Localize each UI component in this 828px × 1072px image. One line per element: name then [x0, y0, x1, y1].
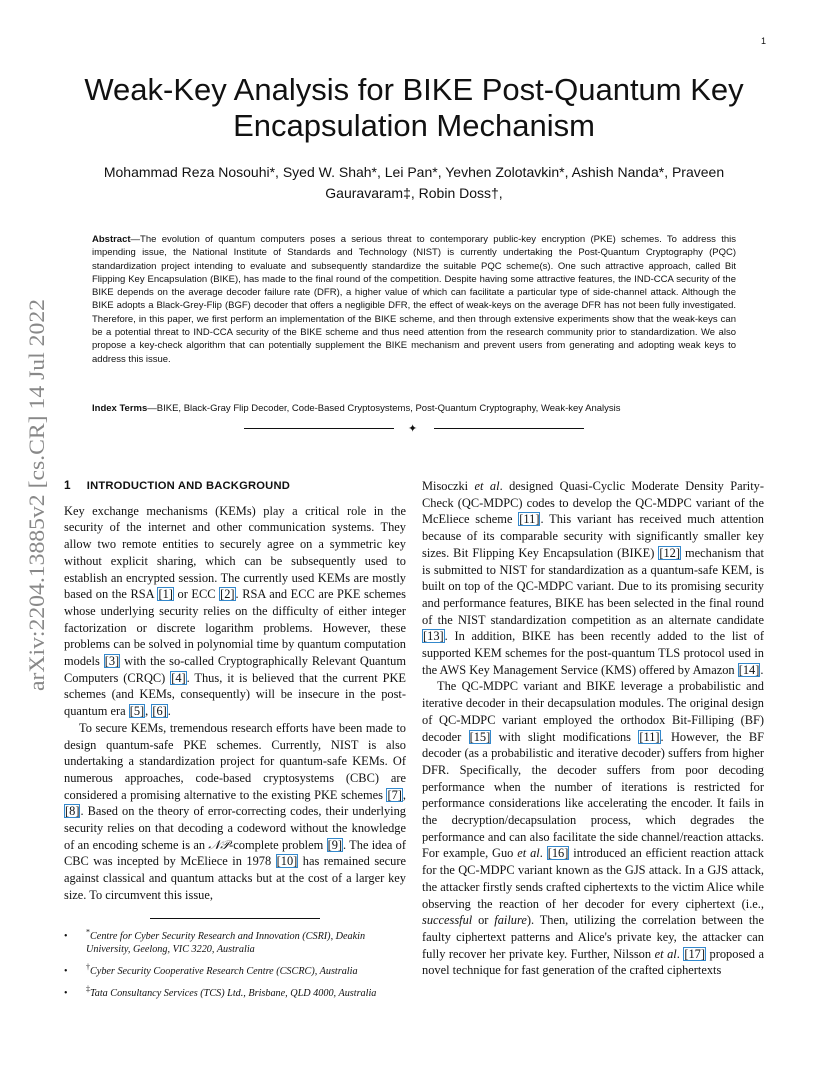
page-number: 1	[760, 36, 766, 46]
bullet-icon: •	[64, 966, 68, 977]
np-symbol: 𝒩𝒫	[208, 837, 230, 852]
citation-link[interactable]: [8]	[65, 804, 80, 819]
citation-link[interactable]: [6]	[152, 704, 167, 719]
abstract-label: Abstract	[92, 234, 131, 245]
citation-link[interactable]: [3]	[104, 654, 120, 669]
section-number: 1	[64, 478, 71, 492]
index-terms	[92, 402, 736, 415]
citation-link[interactable]: [7]	[387, 787, 402, 802]
section-heading	[64, 477, 406, 495]
citation-link[interactable]: [12]	[659, 545, 680, 560]
author-line-1: Mohammad Reza Nosouhi*, Syed W. Shah*, Lei Pan*, Yevhen Zolotavkin*, Ashish Nanda*, Praveen	[103, 164, 725, 180]
citation-link[interactable]: [1]	[158, 587, 173, 602]
citation-link[interactable]: [11]	[519, 512, 540, 527]
author-list	[60, 162, 768, 204]
intro-paragraph-3: Misoczki et al. designed Quasi-Cyclic Moderate Density Parity-Check (QC-MDPC) codes to develop the QC-MDPC variant of the McEliece scheme [11]. This variant has received much attention because of its comparable security with significantly smaller key sizes. Bit Flipping Key Encapsulation (BIKE) [12] mechanism that is submitted to NIST for standardization as a quantum-safe KEM, is built on top of the QC-MDPC variant. Due to its promising security and performance features, BIKE has been selected in the final round of the NIST standardization competition as an alternate candidate [13]. In addition, BIKE has been recently added to the list of supported KEM schemes for the post-quantum TLS protocol used in the AWS Key Management Service (KMS) offered by Amazon [14].	[422, 479, 765, 677]
citation-link[interactable]: [11]	[639, 729, 660, 744]
bullet-icon: •	[64, 988, 68, 999]
citation-link[interactable]: [5]	[129, 704, 145, 719]
left-column	[64, 477, 406, 904]
bullet-icon: •	[64, 931, 68, 942]
citation-link[interactable]: [9]	[327, 837, 343, 852]
footnote-item: • *Centre for Cyber Security Research and Innovation (CSRI), Deakin University, Geelong, VIC 3220, Australia	[64, 927, 366, 955]
citation-link[interactable]: [10]	[276, 854, 298, 869]
intro-paragraph-1: Key exchange mechanisms (KEMs) play a critical role in the security of the internet and other communication systems. They allow two remote entities to securely agree on a symmetric key without explicit sharing, which can be subsequently used to establish an encrypted session. The currently used KEMs are mostly based on the RSA [1] or ECC [2]. RSA and ECC are PKE schemes whose underlying security relies on the difficulty of either integer factorization or discrete logarithm problems. However, these problems can be solved in polynomial time by quantum computation models [3] with the so-called Cryptographically Relevant Quantum Computers (CRQC) [4]. Thus, it is believed that the current PKE schemes (and KEMs, consequently) will be insecure in the post-quantum era [5], [6].	[64, 503, 407, 719]
abstract-text: —The evolution of quantum computers poses a serious threat to contemporary public-key encryption (PKE) schemes. To address this impending issue, the National Institute of Standards and Technology (NIST) is currently undertaking the Post-Quantum Cryptography (PQC) standardization project intending to evaluate and subsequently standardize the suitable PQC scheme(s). One such attractive approach, called Bit Flipping Key Encapsulation (BIKE), has made to the final round of the competition. Despite having some attractive features, the IND-CCA security of the BIKE depends on the average decoder failure rate (DFR), a higher value of which can facilitate a particular type of side-channel attack. Although the BIKE adopts a Black-Grey-Flip (BGF) decoder that offers a negligible DFR, the effect of weak-keys on the average DFR has not been fully investigated. Therefore, in this paper, we first perform an implementation of the BIKE scheme, and then through extensive experiments show that the weak-keys can be a potential threat to IND-CCA security of the BIKE scheme and thus need attention from the research community prior to standardization. We also propose a key-check algorithm that can potentially supplement the BIKE mechanism and prevent users from generating and adopting weak keys to address this issue.	[92, 234, 736, 365]
citation-link[interactable]: [14]	[738, 662, 760, 677]
author-line-2: Gauravaram‡, Robin Doss†,	[325, 185, 503, 201]
right-column	[422, 478, 764, 979]
footnote-item: • ‡Tata Consultancy Services (TCS) Ltd., Brisbane, QLD 4000, Australia	[64, 984, 377, 999]
footnotes	[64, 927, 408, 1009]
citation-link[interactable]: [16]	[547, 846, 569, 861]
index-terms-label: Index Terms	[92, 403, 148, 414]
footnote-rule	[150, 918, 320, 919]
footnote-item: • †Cyber Security Cooperative Research Centre (CSCRC), Australia	[64, 962, 358, 977]
citation-link[interactable]: [13]	[423, 629, 444, 644]
arxiv-side-stamp	[14, 295, 54, 695]
section-title: INTRODUCTION AND BACKGROUND	[86, 480, 291, 492]
paper-title: Weak-Key Analysis for BIKE Post-Quantum Key Encapsulation Mechanism	[84, 72, 744, 143]
citation-link[interactable]: [15]	[469, 729, 491, 744]
diamond-ornament-icon: ✦	[408, 423, 418, 435]
section-divider	[244, 422, 584, 436]
index-terms-text: —BIKE, Black-Gray Flip Decoder, Code-Based Cryptosystems, Post-Quantum Cryptography, Weak-key Analysis	[147, 403, 621, 414]
divider-line-right	[434, 428, 584, 429]
citation-link[interactable]: [4]	[171, 670, 186, 685]
citation-link[interactable]: [2]	[220, 587, 235, 602]
intro-paragraph-2: To secure KEMs, tremendous research efforts have been made to design quantum-safe PKE schemes. Currently, NIST is also undertaking a standardization project for quantum-safe KEMs. Of numerous approaches, code-based cryptosystems (CBC) are considered a promising alternative to the existing PKE schemes [7], [8]. Based on the theory of error-correcting codes, their underlying security relies on that decoding a codeword without the knowledge of an encoding scheme is an 𝒩𝒫-complete problem [9]. The idea of CBC was incepted by McEliece in 1978 [10] has remained secure against classical and quantum attacks but at the cost of a larger key size. To circumvent this issue,	[64, 720, 406, 902]
arxiv-stamp-text: arXiv:2204.13885v2 [cs.CR] 14 Jul 2022	[24, 326, 49, 691]
intro-paragraph-4: The QC-MDPC variant and BIKE leverage a probabilistic and iterative decoder in their decapsulation modules. The original design of QC-MDPC variant employed the orthodox Bit-Filliping (BF) decoder [15] with slight modifications [11]. However, the BF decoder (as a probabilistic and iterative decoder) suffers from higher DFR. Specifically, the decoder suffers from poor decoding performance when the number of iterations is restricted for performance considerations like accelerating the encoder. It fails in the decryption/decapsulation process, which degrades the performance and can also facilitate the side channel/reaction attacks. For example, Guo et al. [16] introduced an efficient reaction attack for the QC-MDPC variant known as the GJS attack. In a GJS attack, the attacker firstly sends crafted ciphertexts to the victim Alice while observing the reaction of her decoder for every ciphertext (i.e., successful or failure). Then, utilizing the correlation between the faulty ciphertext patterns and Alice's private key, the attacker can fully recover her private key. Further, Nilsson et al. [17] proposed a novel technique for fast generation of the crafted ciphertexts	[422, 679, 764, 978]
citation-link[interactable]: [17]	[684, 946, 706, 961]
divider-line-left	[244, 428, 394, 429]
abstract	[92, 233, 736, 366]
